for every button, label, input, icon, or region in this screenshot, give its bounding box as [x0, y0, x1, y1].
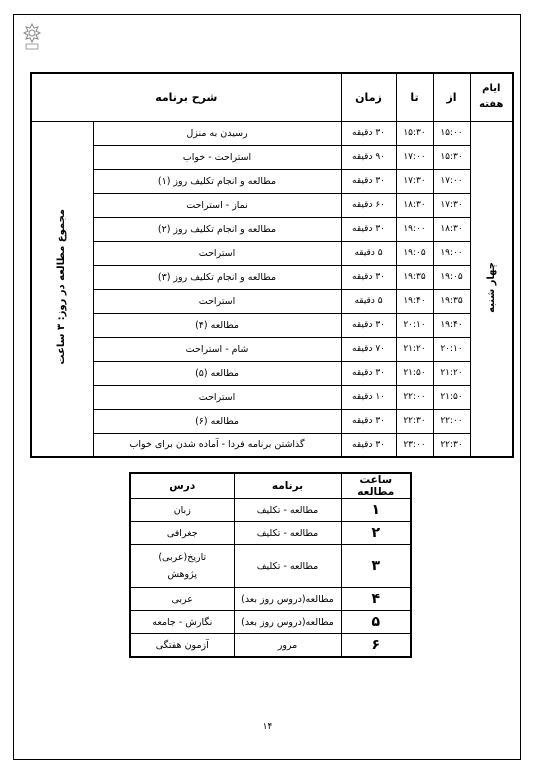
header-days: ایام هفته	[470, 73, 513, 121]
time-to: ۲۰:۱۰	[396, 313, 433, 337]
activity-description: استراحت - خواب	[93, 145, 341, 169]
duration: ۶۰ دقیقه	[341, 193, 396, 217]
schedule-row	[31, 385, 513, 409]
subject-name: جغرافی	[166, 527, 198, 539]
schedule-row	[31, 265, 513, 289]
schedule-row	[31, 217, 513, 241]
duration: ۵ دقیقه	[341, 241, 396, 265]
time-from: ۱۹:۴۰	[433, 313, 470, 337]
activity-description: شام - استراحت	[93, 337, 341, 361]
subject-name: نگارش - جامعه	[152, 616, 213, 628]
time-to: ۲۳:۰۰	[396, 433, 433, 457]
header-to: تا	[396, 73, 433, 121]
emblem-icon	[20, 22, 44, 52]
lesson-row	[130, 611, 411, 634]
schedule-row	[31, 337, 513, 361]
study-hour-number: ۴	[341, 588, 411, 611]
subject-cell	[130, 522, 234, 545]
lesson-row	[130, 499, 411, 522]
time-to: ۱۹:۰۵	[396, 241, 433, 265]
activity-description: مطالعه و انجام تکلیف روز (۲)	[93, 217, 341, 241]
subject-cell	[130, 611, 234, 634]
duration: ۳۰ دقیقه	[341, 313, 396, 337]
subject-name: عربی	[171, 593, 193, 605]
daily-schedule-table	[30, 72, 514, 458]
study-hour-number: ۳	[341, 545, 411, 588]
subject-cell	[130, 588, 234, 611]
duration: ۳۰ دقیقه	[341, 169, 396, 193]
total-study-text: مجموع مطالعه در روز: ۳ ساعت	[56, 209, 68, 365]
activity-description: مطالعه و انجام تکلیف روز (۱)	[93, 169, 341, 193]
time-from: ۱۸:۳۰	[433, 217, 470, 241]
activity-description: نماز - استراحت	[93, 193, 341, 217]
schedule-row	[31, 145, 513, 169]
lesson-row	[130, 522, 411, 545]
time-to: ۱۹:۴۰	[396, 289, 433, 313]
day-name-cell	[470, 121, 513, 457]
study-hour-number: ۵	[341, 611, 411, 634]
schedule-row	[31, 433, 513, 457]
duration: ۳۰ دقیقه	[341, 265, 396, 289]
time-to: ۲۱:۲۰	[396, 337, 433, 361]
time-to: ۲۲:۳۰	[396, 409, 433, 433]
duration: ۵ دقیقه	[341, 289, 396, 313]
subject-cell	[130, 499, 234, 522]
header-description: شرح برنامه	[31, 73, 341, 121]
time-from: ۲۲:۳۰	[433, 433, 470, 457]
subject-name-secondary: پژوهش	[167, 569, 198, 581]
schedule-row	[31, 361, 513, 385]
schedule-row	[31, 313, 513, 337]
lesson-row	[130, 545, 411, 588]
time-to: ۱۸:۳۰	[396, 193, 433, 217]
time-from: ۱۹:۳۵	[433, 289, 470, 313]
activity-description: رسیدن به منزل	[93, 121, 341, 145]
duration: ۳۰ دقیقه	[341, 121, 396, 145]
subject-name: تاریخ(عربی)	[158, 552, 207, 564]
time-to: ۲۲:۰۰	[396, 385, 433, 409]
time-to: ۱۷:۰۰	[396, 145, 433, 169]
program-cell: مطالعه(دروس روز بعد)	[234, 588, 341, 611]
program-cell: مطالعه - تکلیف	[234, 499, 341, 522]
duration: ۳۰ دقیقه	[341, 433, 396, 457]
lesson-row	[130, 634, 411, 657]
time-to: ۱۹:۰۰	[396, 217, 433, 241]
time-to: ۱۵:۳۰	[396, 121, 433, 145]
time-from: ۲۱:۵۰	[433, 385, 470, 409]
time-from: ۲۲:۰۰	[433, 409, 470, 433]
time-to: ۲۱:۵۰	[396, 361, 433, 385]
schedule-row	[31, 409, 513, 433]
activity-description: مطالعه (۴)	[93, 313, 341, 337]
schedule-row	[31, 169, 513, 193]
activity-description: استراحت	[93, 289, 341, 313]
program-cell: مطالعه(دروس روز بعد)	[234, 611, 341, 634]
time-from: ۱۵:۳۰	[433, 145, 470, 169]
header-time: زمان	[341, 73, 396, 121]
time-to: ۱۹:۳۵	[396, 265, 433, 289]
time-from: ۱۵:۰۰	[433, 121, 470, 145]
time-from: ۱۹:۰۵	[433, 265, 470, 289]
activity-description: گذاشتن برنامه فردا - آماده شدن برای خواب	[93, 433, 341, 457]
study-hour-number: ۶	[341, 634, 411, 657]
subject-cell	[130, 634, 234, 657]
header-program: برنامه	[234, 473, 341, 499]
total-study-cell	[31, 121, 93, 457]
activity-description: استراحت	[93, 241, 341, 265]
lesson-row	[130, 588, 411, 611]
time-from: ۲۰:۱۰	[433, 337, 470, 361]
subject-cell	[130, 545, 234, 588]
page-number: ۱۴	[262, 722, 273, 732]
duration: ۷۰ دقیقه	[341, 337, 396, 361]
subject-name: آزمون هفتگی	[155, 639, 209, 651]
duration: ۱۰ دقیقه	[341, 385, 396, 409]
duration: ۹۰ دقیقه	[341, 145, 396, 169]
schedule-row	[31, 193, 513, 217]
duration: ۳۰ دقیقه	[341, 361, 396, 385]
day-name: چهار شنبه	[485, 261, 497, 313]
study-hour-number: ۲	[341, 522, 411, 545]
activity-description: مطالعه (۶)	[93, 409, 341, 433]
header-subject: درس	[130, 473, 234, 499]
schedule-row	[31, 121, 513, 145]
duration: ۳۰ دقیقه	[341, 217, 396, 241]
activity-description: استراحت	[93, 385, 341, 409]
schedule-row	[31, 241, 513, 265]
schedule-row	[31, 289, 513, 313]
header-study-hour: ساعت مطالعه	[341, 473, 411, 499]
duration: ۳۰ دقیقه	[341, 409, 396, 433]
activity-description: مطالعه (۵)	[93, 361, 341, 385]
time-from: ۱۹:۰۰	[433, 241, 470, 265]
header-from: از	[433, 73, 470, 121]
program-cell: مطالعه - تکلیف	[234, 545, 341, 588]
study-hours-table	[129, 472, 412, 658]
time-from: ۲۱:۲۰	[433, 361, 470, 385]
time-to: ۱۷:۳۰	[396, 169, 433, 193]
time-from: ۱۷:۳۰	[433, 193, 470, 217]
subject-name: زبان	[173, 504, 191, 516]
study-hour-number: ۱	[341, 499, 411, 522]
program-cell: مرور	[234, 634, 341, 657]
time-from: ۱۷:۰۰	[433, 169, 470, 193]
activity-description: مطالعه و انجام تکلیف روز (۳)	[93, 265, 341, 289]
program-cell: مطالعه - تکلیف	[234, 522, 341, 545]
